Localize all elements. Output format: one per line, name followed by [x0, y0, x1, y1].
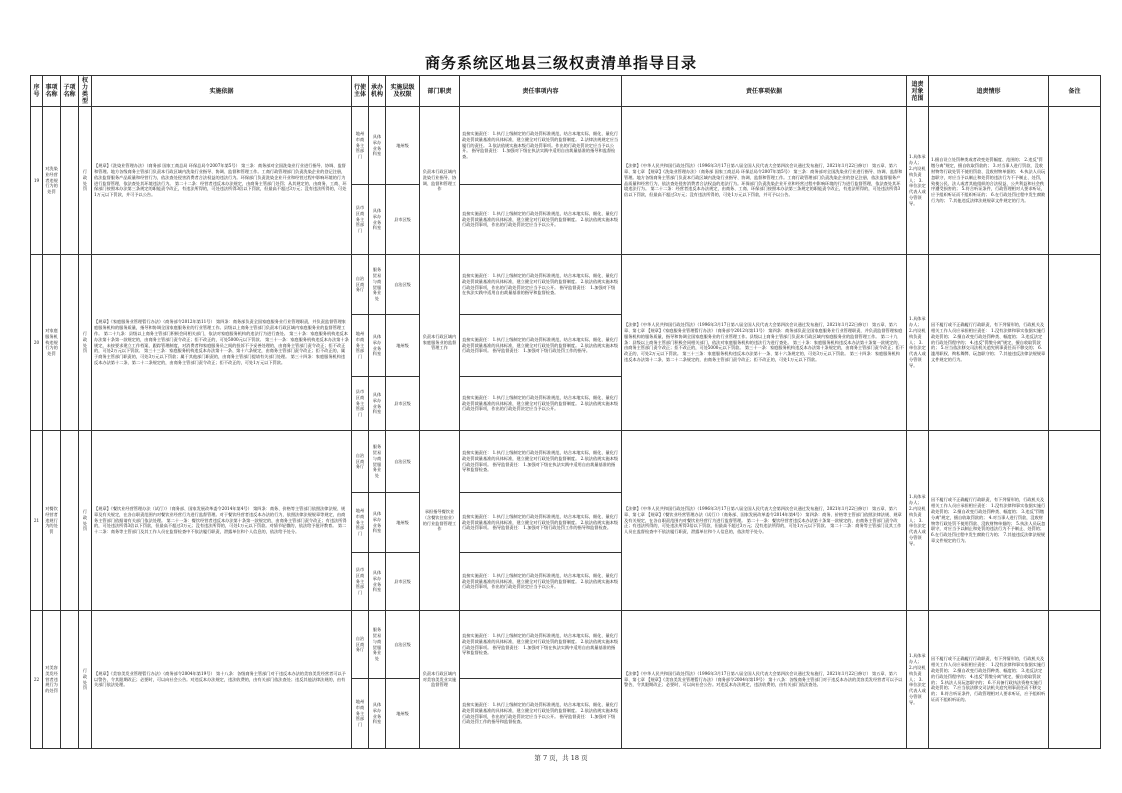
- header-cell: 备注: [1049, 76, 1101, 107]
- header-cell: 实施层级及权限: [386, 76, 420, 107]
- table-row: [31, 255, 1101, 315]
- header-cell: 责任事项内容: [460, 76, 622, 107]
- item-name: 对家庭服务机构违规行为的处罚: [43, 255, 61, 431]
- handling-org: 服务贸易与商贸服务业处: [369, 431, 386, 493]
- responsibility-table: [30, 75, 1101, 749]
- exercising-subject: 地州市商务主管部门: [352, 493, 369, 553]
- item-name: 对美容美发经营者违规行为的处罚: [43, 611, 61, 749]
- power-type: 行政处罚: [79, 255, 92, 431]
- implementation-level: 县市区级: [386, 185, 420, 255]
- handling-org: 具体承办业务科室: [369, 185, 386, 255]
- accountability-cases: 因不履行或不正确履行行政职责，有下列情形的，行政机关及相关工作人员应承担相应责任： 1.没有法律和事实依据实施行政处罚的； 2.擅自改变行政处罚种类、幅度的； 3.违反法定的行政处罚程序的； 4.违反"罚缴分离"规定，擅自收取罚款的； 5.应当依法移交司法机关追究刑事责任而不移交的； 6.滥用职权、徇私舞弊、玩忽职守的； 7.其他违反法律法规规章文件规定的行为。: [929, 255, 1049, 431]
- accountability-cases: 因不履行或不正确履行行政职责，有下列情形的，行政机关及相关工作人员应承担相应责任： 1.没有法律和事实依据实施行政处罚的； 2.擅自改变行政处罚种类、幅度的； 3.违反法定的行政处罚程序的； 4.违反"罚缴分离"规定，擅自收取罚款的； 5.执法人员玩忽职守的； 6.不具备行政执法资格实施行政处罚的； 7.应当依法移交司法机关追究刑事责任而不移交的； 8.符合听证条件，行政管理相对人要求听证，应予组织听证而不组织听证的。: [929, 611, 1049, 749]
- exercising-subject: 地州市商务主管部门: [352, 679, 369, 749]
- table-row: [31, 431, 1101, 493]
- responsibility-content: 直接实施责任： 1.执行上级制定的行政处罚标准规范，结合本地实际，细化、量化行政处罚裁量基准的具体标准，建立健全对行政处罚的监督制度。 2.依法依规实施本级行政处罚事项。 指导监督责任： 1.加强对下级行政处罚工作的指导和监督检查。: [460, 493, 622, 553]
- sub-item-name: [61, 611, 79, 749]
- implementation-level: 自治区级: [386, 611, 420, 679]
- implementation-level: 县市区级: [386, 553, 420, 611]
- responsibility-basis: 【法律】《中华人民共和国行政处罚法》（1996年3月17日第八届全国人民代表大会第四次会议通过发布施行，2021年1月22日修订） 第五章、第六章、第七章 【规章】《美容美发业管理暂行办法》（商务部令2004年第19号） 第十八条：各级商务主管部门对于违反本办法的美容美发经营者可以予以警告，令其限期改正；必要时，可以向社会公告。对违反本办法规定，违法收费的，由有关部门依法查处。: [622, 611, 907, 749]
- accountability-cases: 1.擅自设立处罚种类或者改变处罚幅度、范围的； 2.违反"罚缴分离"规定，擅自收取罚款的； 3.对当事人进行罚款，没收财物等行政处罚不使用罚款、没收财物单据的； 4.执法人员玩忽职守，对应当予以制止和处罚的违法行为不予制止、处罚，致使公民、法人或者其他组织的合法权益、公共利益和社会秩序遭受损害的； 5.符合听证条件，行政管理相对人要求听证，应予组织听证而不组织听证的； 6.在行政处罚过程中发生腐败行为的； 7.其他违反法律法规规章文件规定的行为。: [929, 107, 1049, 255]
- power-type: 行政处罚: [79, 611, 92, 749]
- handling-org: 服务贸易与商贸服务业处: [369, 255, 386, 315]
- row-number: 19: [31, 107, 43, 255]
- exercising-subject: 县市区商务主管部门: [352, 553, 369, 611]
- header-cell: 行使主体: [352, 76, 369, 107]
- item-name: 对洗染业经营者违规行为的处罚: [43, 107, 61, 255]
- header-cell: 部门职责: [420, 76, 460, 107]
- legal-basis: 【规章】《洗染业管理办法》（商务部 国家工商总局 环保总局令2007年第5号） 第三条：商务部对全国洗染业行业进行指导、协调、监督和管理。地方各级商务主管部门负责本行政区域内洗染行业指导、协调、监督和管理工作。工商行政管理部门负责洗染企业的登记注册，依法监督服务产品质量和经营行为，依法查处侵害消费者合法权益的违法行为。环保部门负责洗染企业开业和经营过程中影响环境的行为进行监督管理，依法查处其环境违法行为。 第二十二条：经营者违反本办法规定，由商务主管部门处罚；从其规定的，由商务、工商、环保部门按照本办法第三条规定的职能责令改正，有违法所得的，可处违法所得3倍以下罚款，但最高不超过3万元；没有违法所得的，可处1万元以下罚款，并可予以公告。: [92, 107, 352, 255]
- exercising-subject: 自治区商务厅: [352, 431, 369, 493]
- accountability-targets: 1.具体承办人； 2.内设机构负责人； 3.单位法定代表人或分管领导。: [907, 431, 929, 611]
- header-cell: 追责情形: [929, 76, 1049, 107]
- department-duty: 承担指导餐饮业（含餐饮住宿业）的行业监督管理工作: [420, 431, 460, 611]
- legal-basis: 【规章】《餐饮业经营管理办法（试行）》（商务部、国家发展改革委令2014年第4号） 第四条：商务、价格等主管部门依照法律法规、规章及有关规定，在各自职责范围内对餐饮业经营行为进行监督管理。对于餐饮经营者违反本办法的行为，依照法律法规规章等规定，由商务主管部门依据请有关部门依法处理。 第二十一条：餐饮经营者违反本办法第十条第一款规定的，由商务主管部门责令改正；有违法所得的，可处违法所得3倍以下罚款，但最高不超过3万元；没有违法所得的，可处1万元以下罚款。对情节轻微的，依法给予批评教育。 第二十二条：商务等主管部门及其工作人员在监督检查中不依法履行职责，泄露单位和个人信息的，依法给予处分。: [92, 431, 352, 611]
- responsibility-content: 直接实施责任： 1.执行上级制定的行政处罚标准规范，结合本地实际，细化、量化行政处罚裁量基准的具体标准，建立健全对行政处罚的监督制度。 2.依法依规实施本级行政处罚事项，作出的行政处罚决定应当予以公开。: [460, 185, 622, 255]
- sub-item-name: [61, 107, 79, 255]
- exercising-subject: 地州市商务主管部门: [352, 107, 369, 185]
- row-number: 21: [31, 431, 43, 611]
- row-number: 20: [31, 255, 43, 431]
- exercising-subject: 自治区商务厅: [352, 611, 369, 679]
- header-row: [31, 76, 1101, 107]
- responsibility-content: 直接实施责任： 1.执行上级制定的行政处罚标准规范，结合本地实际，细化、量化行政处罚裁量基准的具体标准，建立健全对行政处罚的监督制度。 2.依法依规实施本级行政处罚事项，作出的行政处罚决定应当予以公开。: [460, 553, 622, 611]
- exercising-subject: 地州市商务主管部门: [352, 315, 369, 377]
- legal-basis: 【规章】《家庭服务业管理暂行办法》（商务部令2012年第11号） 第四条：商务部负责全国家庭服务业行业管理职责，并负责监督管理家庭服务机构的服务质量，指导和协调全国家庭服务业的行业管理工作。县级以上商务主管部门负责本行政区域内家庭服务业的监督管理工作。 第二十九条：县级以上商务主管部门积极会同相关部门，依法对家庭服务机构的违法行为进行查处。 第三十条：家庭服务机构违反本办法第十条第一款规定的，由商务主管部门责令改正；拒不改正的，可处5000元以下罚款。 第三十一条：家庭服务机构违反本办法第十条规定，未按要求建立工作档案、跟踪管理制度，对消费者和家庭服务员之间的投诉不予妥善处理的，由商务主管部门责令改正；拒不改正的，可处2万元以下罚款。 第三十三条：家庭服务机构违反本办法第十一条、第十六条规定，由商务主管部门责令改正；拒不改正的，属于商务主管部门职责的，可处3万元以下罚款；属于其他部门职责的，由商务主管部门提请有关部门处理。 第三十四条：家庭服务机构违反本办法第十二条、第二十二条规定的，由商务主管部门责令改正；拒不改正的，可处1万元以下罚款。: [92, 255, 352, 431]
- sub-item-name: [61, 255, 79, 431]
- exercising-subject: 县市区商务主管部门: [352, 377, 369, 431]
- page-title: 商务系统区地县三级权责清单指导目录: [424, 54, 697, 72]
- table-row: [31, 611, 1101, 679]
- accountability-targets: 1.具体承办人； 2.内设机构负责人； 3.单位法定代表人或分管领导。: [907, 255, 929, 431]
- remarks: [1049, 611, 1101, 749]
- responsibility-content: 直接实施责任： 1.执行上级制定的行政处罚标准规范，结合本地实际，细化、量化行政处罚裁量基准的具体标准，建立健全对行政处罚的监督制度。 2.依法依规实施本级行政处罚事项。 指导监督责任： 1.加强对下级行政处罚工作的指导。: [460, 315, 622, 377]
- header-cell: 追责对象范围: [907, 76, 929, 107]
- power-type: 行政处罚: [79, 431, 92, 611]
- handling-org: 具体承办业务科室: [369, 377, 386, 431]
- responsibility-basis: 【法律】《中华人民共和国行政处罚法》（1996年3月17日第八届全国人民代表大会第四次会议通过发布施行，2021年1月22日修订） 第五章、第六章、第七章 【规章】《家庭服务业管理暂行办法》（商务部令2012年第11号） 第四条：商务部负责全国家庭服务业行业管理职责，并负责监督管理家庭服务机构的服务质量，指导和协调全国家庭服务业的行业管理工作。县级以上商务主管部门负责本行政区域内家庭服务业的监督管理工作。 第二十九条：县级以上商务主管部门积极会同相关部门，依法对家庭服务机构的违法行为进行查处。 第三十条：家庭服务机构违反本办法第十条第一款规定的，由商务主管部门责令改正；拒不改正的，可处5000元以下罚款。 第三十一条：家庭服务机构违反本办法第十条规定的，由商务主管部门责令改正；拒不改正的，可处2万元以下罚款。 第三十三条：家庭服务机构违反本办法第十一条、第十六条规定的，可处3万元以下罚款。 第三十四条：家庭服务机构违反本办法第十二条、第二十二条规定的，由商务主管部门责令改正；拒不改正的，可处1万元以下罚款。: [622, 255, 907, 431]
- remarks: [1049, 255, 1101, 431]
- remarks: [1049, 431, 1101, 611]
- responsibility-content: 直接实施责任： 1.执行上级制定的行政处罚标准规范，结合本地实际，细化、量化行政处罚裁量基准的具体标准，建立健全对行政处罚的监督制度。 2.依法依规实施本级行政处罚事项，作出的行政处罚决定应当予以公开。 指导监督责任： 1.加强对下级在执法实践中适用自由裁量基准的指导和监督检查。: [460, 255, 622, 315]
- responsibility-basis: 【法律】《中华人民共和国行政处罚法》（1996年3月17日第八届全国人民代表大会第四次会议通过发布施行，2021年1月22日修订） 第五章、第六章、第七章 【规章】《洗染业管理办法》（商务部 国家工商总局 环保总局令2007年第5号） 第三条：商务部对全国洗染业行业进行指导、协调、监督和管理。地方各级商务主管部门负责本行政区域内洗染行业指导、协调、监督和管理工作。工商行政管理部门负责洗染企业的登记注册，依法监督服务产品质量和经营行为，依法查处侵害消费者合法权益的违法行为。环保部门负责洗染企业开业和经营过程中影响环境的行为进行监督管理，依法查处其环境违法行为。 第二十二条：经营者违反本办法规定，由商务、工商、环保部门按照本办法第三条规定的职能责令改正，有违法所得的，可处违法所得3倍以下罚款，但最高不超过3万元；没有违法所得的，可处1万元以下罚款，并可予以公告。: [622, 107, 907, 255]
- table-row: [31, 107, 1101, 185]
- header-cell: 子项名称: [61, 76, 79, 107]
- handling-org: 具体承办业务科室: [369, 679, 386, 749]
- header-cell: 实施依据: [92, 76, 352, 107]
- responsibility-content: 直接实施责任： 1.执行上级制定的行政处罚标准规范，结合本地实际，细化、量化行政处罚裁量基准的具体标准，建立健全对行政处罚的监督制度。 2.依法依规实施本级行政处罚事项。 指导监督责任： 1.加强对下级在执法实践中适用自由裁量基准的指导和监督检查。: [460, 611, 622, 679]
- header-cell: 事项名称: [43, 76, 61, 107]
- handling-org: 具体承办业务科室: [369, 315, 386, 377]
- legal-basis: 【规章】《美容美发业管理暂行办法》（商务部令2004年第19号） 第十八条：各级商务主管部门对于违反本办法的美容美发经营者可以予以警告，令其限期改正；必要时，可以向社会公告。对违反本办法规定，违法收费的，由有关部门依法查处；违反其他法律法规的，由有关部门依法处理。: [92, 611, 352, 749]
- header-cell: 权力类型: [79, 76, 92, 107]
- header-cell: 序号: [31, 76, 43, 107]
- responsibility-content: 直接实施责任： 1.执行上级制定的行政处罚标准规范，结合本地实际，细化、量化行政处罚裁量基准的具体标准，建立健全对行政处罚的监督制度。 2.依法依规实施本级行政处罚事项，作出的行政处罚决定应当予以公开。: [460, 377, 622, 431]
- implementation-level: 地州级: [386, 315, 420, 377]
- department-duty: 负责本行政区域内家庭服务业的监督管理工作: [420, 255, 460, 431]
- handling-org: 服务贸易与商贸服务业处: [369, 611, 386, 679]
- exercising-subject: 自治区商务厅: [352, 255, 369, 315]
- implementation-level: 自治区级: [386, 255, 420, 315]
- page-number: 第 7 页，共 18 页: [534, 754, 588, 762]
- exercising-subject: 县市区商务主管部门: [352, 185, 369, 255]
- department-duty: 负责本行政区域内洗染行业指导、协调、监督和管理工作: [420, 107, 460, 255]
- header-cell: 责任事项依据: [622, 76, 907, 107]
- accountability-targets: 1.具体承办人； 2.内设机构负责人； 3.单位法定代表人或分管领导。: [907, 107, 929, 255]
- responsibility-content: 直接实施责任： 1.执行上级制定的行政处罚标准规范，结合本地实际，细化、量化行政处罚裁量基准的具体标准，建立健全对行政处罚的监督制度。 2.依法依规实施本级行政处罚事项，作出的行政处罚决定应当予以公开。 指导监督责任： 1.加强对下级行政处罚工作的指导和监督检查。: [460, 679, 622, 749]
- handling-org: 具体承办业务科室: [369, 493, 386, 553]
- row-number: 22: [31, 611, 43, 749]
- implementation-level: 自治区级: [386, 431, 420, 493]
- power-type: 行政处罚: [79, 107, 92, 255]
- responsibility-content: 直接实施责任： 1.执行上级制定的行政处罚标准规范，结合本地实际，细化、量化行政处罚裁量基准的具体标准，建立健全对行政处罚的监督制度。 2.依法依规实施本级行政处罚事项。 指导监督责任： 1.加强对下级在执法实践中适用自由裁量基准的指导和监督检查。: [460, 431, 622, 493]
- handling-org: 具体承办业务科室: [369, 107, 386, 185]
- implementation-level: 地州级: [386, 493, 420, 553]
- header-cell: 承办机构: [369, 76, 386, 107]
- remarks: [1049, 107, 1101, 255]
- item-name: 对餐饮经营者违规行为的处罚: [43, 431, 61, 611]
- implementation-level: 地州级: [386, 679, 420, 749]
- accountability-cases: 因不履行或不正确履行行政职责，有下列情形的，行政机关及相关工作人员应承担相应责任： 1.没有法律和事实依据实施行政处罚的； 2.擅自改变行政处罚种类、幅度的； 3.违反"罚缴分离"规定，擅自收取罚款的； 4.对当事人进行罚款，没收财物等行政处罚不使用罚款、没收财物单据的； 5.执法人员玩忽职守，对应当予以制止和处罚的违法行为不予制止、处罚的； 6.在行政处罚过程中发生腐败行为的； 7.其他违反法律法规规章文件规定的行为。: [929, 431, 1049, 611]
- implementation-level: 县市区级: [386, 377, 420, 431]
- sub-item-name: [61, 431, 79, 611]
- implementation-level: 地州级: [386, 107, 420, 185]
- responsibility-basis: 【法律】《中华人民共和国行政处罚法》（1996年3月17日第八届全国人民代表大会第四次会议通过发布施行，2021年1月22日修订） 第五章、第六章、第七章 【规章】《餐饮业经营管理办法（试行）》（商务部、国家发展改革委令2014年第4号） 第四条：商务、价格等主管部门依照法律法规、规章及有关规定，在各自职责范围内对餐饮业经营行为进行监督管理。 第二十一条：餐饮经营者违反本办法第十条第一款规定的，由商务主管部门责令改正；有违法所得的，可处违法所得3倍以下罚款，但最高不超过3万元；没有违法所得的，可处1万元以下罚款。 第二十二条：商务等主管部门及其工作人员在监督检查中不依法履行职责，泄露单位和个人信息的，依法给予处分。: [622, 431, 907, 611]
- accountability-targets: 1.具体承办人； 2.内设机构负责人； 3.单位法定代表人或分管领导。: [907, 611, 929, 749]
- handling-org: 具体承办业务科室: [369, 553, 386, 611]
- department-duty: 负责本行政区域内对美容美发业实施监督管理: [420, 611, 460, 749]
- responsibility-content: 直接实施责任： 1.执行上级制定的行政处罚标准规范，结合本地实际，细化、量化行政处罚裁量基准的具体标准，建立健全对行政处罚的监督制度。 2.法律法规规定应当履行的责任。 3.依法依规实施本级行政处罚事项。作出的行政处罚决定应当予以公开。 指导监督责任： 1.加强对下级在执法实践中适用自由裁量基准的指导和监督检查。: [460, 107, 622, 185]
